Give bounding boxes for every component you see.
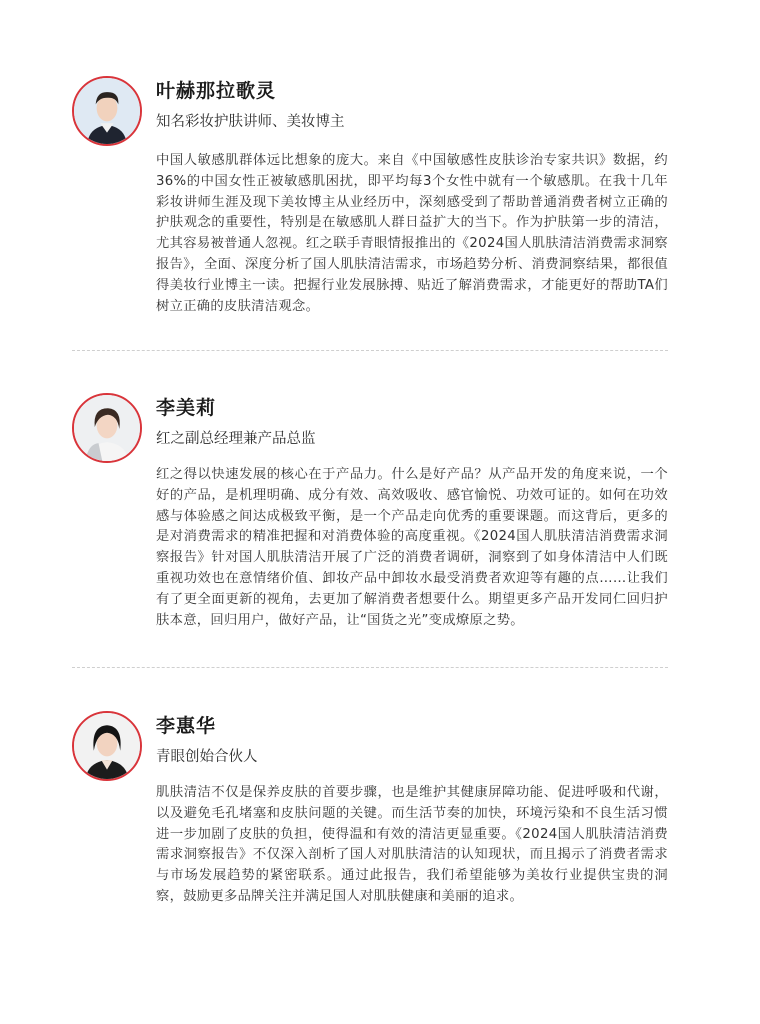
divider — [72, 350, 668, 351]
divider — [72, 667, 668, 668]
avatar — [72, 393, 142, 463]
profile-name: 李美莉 — [156, 397, 217, 419]
profile-title: 青眼创始合伙人 — [156, 749, 258, 765]
profile-name: 李惠华 — [156, 715, 217, 737]
profile-quote: 肌肤清洁不仅是保养皮肤的首要步骤，也是维护其健康屏障功能、促进呼吸和代谢，以及避免毛孔堵塞和皮肤问题的关键。而生活节奏的加快，环境污染和不良生活习惯进一步加剧了皮肤的负担，使得温和有效的清洁更显重要。《2024国人肌肤清洁消费需求洞察报告》不仅深入剖析了国人对肌肤清洁的认知现状，而且揭示了消费者需求与市场发展趋势的紧密联系。通过此报告，我们希望能够为美妆行业提供宝贵的洞察，鼓励更多品牌关注并满足国人对肌肤健康和美丽的追求。 — [156, 785, 668, 904]
profile-quote: 中国人敏感肌群体远比想象的庞大。来自《中国敏感性皮肤诊治专家共识》数据，约36%的中国女性正被敏感肌困扰，即平均每3个女性中就有一个敏感肌。在我十几年彩妆讲师生涯及现下美妆博主从业经历中，深刻感受到了帮助普通消费者树立正确的护肤观念的重要性，特别是在敏感肌人群日益扩大的当下。作为护肤第一步的清洁，尤其容易被普通人忽视。红之联手青眼情报推出的《2024国人肌肤清洁消费需求洞察报告》，全面、深度分析了国人肌肤清洁需求，市场趋势分析、消费洞察结果，都很值得美妆行业博主一读。把握行业发展脉搏、贴近了解消费需求，才能更好的帮助TA们树立正确的皮肤清洁观念。 — [156, 153, 668, 314]
avatar — [72, 711, 142, 781]
profile-title: 红之副总经理兼产品总监 — [156, 431, 316, 447]
avatar — [72, 76, 142, 146]
profile-quote: 红之得以快速发展的核心在于产品力。什么是好产品？从产品开发的角度来说，一个好的产品，是机理明确、成分有效、高效吸收、感官愉悦、功效可证的。如何在功效感与体验感之间达成极致平衡，是一个产品走向优秀的重要课题。而这背后，更多的是对消费需求的精准把握和对消费体验的高度重视。《2024国人肌肤清洁消费需求洞察报告》针对国人肌肤清洁开展了广泛的消费者调研，洞察到了如身体清洁中人们既重视功效也在意情绪价值、卸妆产品中卸妆水最受消费者欢迎等有趣的点……让我们有了更全面更新的视角，去更加了解消费者想要什么。期望更多产品开发同仁回归护肤本意，回归用户，做好产品，让“国货之光”变成燎原之势。 — [156, 467, 668, 628]
profile-title: 知名彩妆护肤讲师、美妆博主 — [156, 114, 345, 130]
profile-name: 叶赫那拉歌灵 — [156, 80, 277, 102]
